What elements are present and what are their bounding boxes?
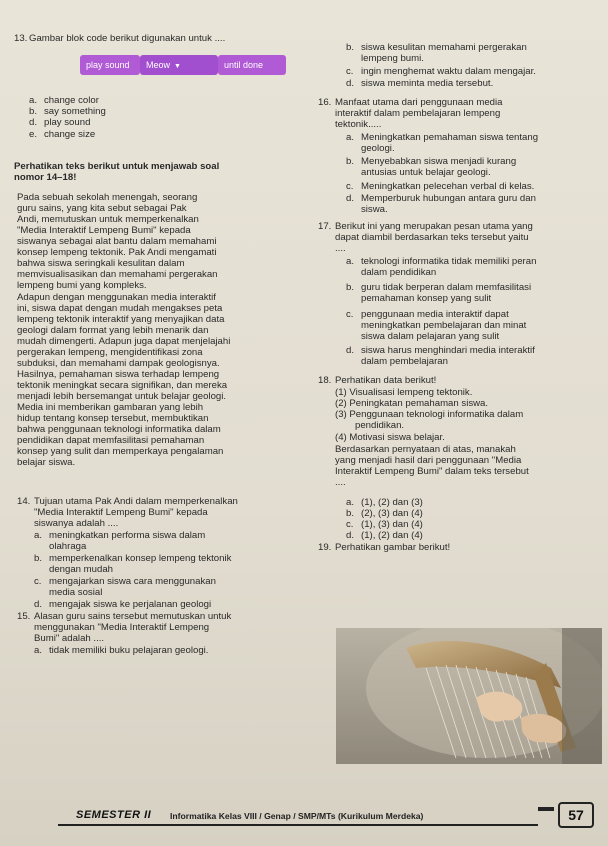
q14-option-d-key: d. bbox=[34, 599, 43, 610]
footer-bar bbox=[538, 807, 554, 811]
q17-option-b: guru tidak berperan dalam memfasilitasi bbox=[361, 282, 532, 293]
passage-line: belajar siswa. bbox=[17, 457, 76, 468]
passage-line: siswanya sebagai alat bantu dalam memahami bbox=[17, 236, 217, 247]
q18-option-a-key: a. bbox=[346, 497, 355, 508]
q17-option-a: teknologi informatika tidak memiliki peran bbox=[361, 256, 537, 267]
q13-option-b-key: b. bbox=[29, 106, 38, 117]
q17-option-d: siswa harus menghindari media interaktif bbox=[361, 345, 535, 356]
q17-option-b-key: b. bbox=[346, 282, 355, 293]
q16-option-b: Menyebabkan siswa menjadi kurang bbox=[361, 156, 517, 167]
q18-item: (1) Visualisasi lempeng tektonik. bbox=[335, 387, 473, 398]
q16-stem: tektonik..... bbox=[335, 119, 382, 130]
q17-stem: Berikut ini yang merupakan pesan utama yang bbox=[335, 221, 533, 232]
dropdown-arrow-icon: ▼ bbox=[174, 63, 181, 70]
q16-option-d-key: d. bbox=[346, 193, 355, 204]
q15-stem: menggunakan "Media Interaktif Lempeng bbox=[34, 622, 210, 633]
q15-stem: Alasan guru sains tersebut memutuskan untuk bbox=[34, 611, 232, 622]
q13-option-b-key: b. bbox=[346, 42, 355, 53]
q14-option-c: media sosial bbox=[49, 587, 103, 598]
q14-option-c: mengajarkan siswa cara menggunakan bbox=[49, 576, 216, 587]
passage-line: ini, siswa dapat dengan mudah mengakses peta bbox=[17, 303, 223, 314]
q14-stem: "Media Interaktif Lempeng Bumi" kepada bbox=[34, 507, 208, 518]
page-footer bbox=[0, 776, 608, 846]
semester-label: SEMESTER II bbox=[76, 809, 152, 821]
passage-line: Andi, memutuskan untuk memperkenalkan bbox=[17, 214, 199, 225]
scratch-code-block bbox=[80, 55, 340, 77]
q18-option-c: (1), (3) dan (4) bbox=[361, 519, 423, 530]
passage-line: Pada sebuah sekolah menengah, seorang bbox=[17, 192, 198, 203]
q17-option-c-key: c. bbox=[346, 309, 354, 320]
q18-option-b-key: b. bbox=[346, 508, 355, 519]
q16-option-a: geologi. bbox=[361, 143, 395, 154]
q16-option-b: antusias untuk belajar geologi. bbox=[361, 167, 491, 178]
passage-line: konsep yang sulit dan memperkaya pengalaman bbox=[17, 446, 224, 457]
q17-option-b: pemahaman konsep yang sulit bbox=[361, 293, 492, 304]
q17-option-d: dalam pembelajaran bbox=[361, 356, 448, 367]
q18-question: Berdasarkan pernyataan di atas, manakah bbox=[335, 444, 516, 455]
q16-stem: Manfaat utama dari penggunaan media bbox=[335, 97, 503, 108]
passage-line: hidup tentang konsep tersebut, membuktikan bbox=[17, 413, 209, 424]
q13-option-d: siswa meminta media tersebut. bbox=[361, 78, 494, 89]
q14-option-d: mengajak siswa ke perjalanan geologi bbox=[49, 599, 212, 610]
passage-line: lempeng bumi yang kompleks. bbox=[17, 280, 147, 291]
q17-option-c: penggunaan media interaktif dapat bbox=[361, 309, 509, 320]
q13-option-d-key: d. bbox=[29, 117, 38, 128]
q13-stem: Gambar blok code berikut digunakan untuk .... bbox=[29, 33, 226, 44]
q13-option-b: say something bbox=[44, 106, 106, 117]
footer-rule bbox=[58, 824, 538, 826]
q13-option-d: play sound bbox=[44, 117, 91, 128]
q16-option-d: siswa. bbox=[361, 204, 388, 215]
q16-option-a: Meningkatkan pemahaman siswa tentang bbox=[361, 132, 539, 143]
passage-line: Adapun dengan menggunakan media interaktif bbox=[17, 292, 216, 303]
q17-stem: dapat diambil berdasarkan teks tersebut yaitu bbox=[335, 232, 529, 243]
q18-item: (4) Motivasi siswa belajar. bbox=[335, 432, 445, 443]
harp-illustration bbox=[336, 628, 602, 764]
q19-number: 19. bbox=[318, 542, 332, 553]
q18-option-b: (2), (3) dan (4) bbox=[361, 508, 423, 519]
passage-line: bahwa penggunaan teknologi informatika dalam bbox=[17, 424, 221, 435]
q18-question: Interaktif Lempeng Bumi" dalam teks tersebut bbox=[335, 466, 529, 477]
q18-option-d: (1), (2) dan (4) bbox=[361, 530, 423, 541]
play-sound-block: play sound bbox=[80, 55, 140, 75]
page-number: 57 bbox=[558, 802, 594, 828]
q17-stem: .... bbox=[335, 243, 346, 254]
q13-option-c: ingin menghemat waktu dalam mengajar. bbox=[361, 66, 536, 77]
q18-item: (3) Penggunaan teknologi informatika dalam bbox=[335, 409, 524, 420]
passage-line: bahwa siswa seringkali kesulitan dalam bbox=[17, 258, 185, 269]
passage-line: geologi dalam format yang lebih menarik dan bbox=[17, 325, 209, 336]
q13-option-c-key: c. bbox=[346, 66, 354, 77]
q17-number: 17. bbox=[318, 221, 332, 232]
q13-number: 13. bbox=[14, 33, 28, 44]
q19-stem: Perhatikan gambar berikut! bbox=[335, 542, 451, 553]
q16-option-c-key: c. bbox=[346, 181, 354, 192]
q18-option-c-key: c. bbox=[346, 519, 354, 530]
instructions-line-1: Perhatikan teks berikut untuk menjawab soal bbox=[14, 161, 220, 172]
q14-stem: siswanya adalah .... bbox=[34, 518, 119, 529]
passage-line: pendidikan dapat memfasilitasi pemahaman bbox=[17, 435, 205, 446]
q14-option-a-key: a. bbox=[34, 530, 43, 541]
q16-option-a-key: a. bbox=[346, 132, 355, 143]
passage-line: Hasilnya, pemahaman siswa terhadap lempeng bbox=[17, 369, 220, 380]
passage-line: menjadi lebih bersemangat untuk belajar geologi. bbox=[17, 391, 227, 402]
q16-option-c: Meningkatkan pelecehan verbal di kelas. bbox=[361, 181, 535, 192]
q14-option-a: meningkatkan performa siswa dalam bbox=[49, 530, 206, 541]
q18-item: (2) Peningkatan pemahaman siswa. bbox=[335, 398, 489, 409]
passage-line: subduksi, dan memahami dampak geologisnya. bbox=[17, 358, 220, 369]
q18-question: .... bbox=[335, 477, 346, 488]
q13-option-e-key: e. bbox=[29, 129, 38, 140]
q14-stem: Tujuan utama Pak Andi dalam memperkenalkan bbox=[34, 496, 238, 507]
q15-stem: Bumi" adalah .... bbox=[34, 633, 105, 644]
q18-stem: Perhatikan data berikut! bbox=[335, 375, 437, 386]
q17-option-a: dalam pendidikan bbox=[361, 267, 437, 278]
q14-option-c-key: c. bbox=[34, 576, 42, 587]
q13-option-a: change color bbox=[44, 95, 99, 106]
q17-option-c: meningkatkan pembelajaran dan minat bbox=[361, 320, 527, 331]
harp-photo bbox=[336, 628, 602, 764]
q18-number: 18. bbox=[318, 375, 332, 386]
q16-option-b-key: b. bbox=[346, 156, 355, 167]
q13-option-e: change size bbox=[44, 129, 96, 140]
q18-option-a: (1), (2) dan (3) bbox=[361, 497, 423, 508]
q14-number: 14. bbox=[17, 496, 31, 507]
passage-line: Media ini memberikan gambaran yang lebih bbox=[17, 402, 204, 413]
sound-name: Meow bbox=[146, 60, 171, 70]
q15-option-a-key: a. bbox=[34, 645, 43, 656]
q16-stem: interaktif dalam pembelajaran lempeng bbox=[335, 108, 501, 119]
q16-option-d: Memperburuk hubungan antara guru dan bbox=[361, 193, 536, 204]
passage-line: mudah dimengerti. Adapun juga dapat menjelajahi bbox=[17, 336, 231, 347]
passage-line: lempeng tektonik interaktif yang menyajikan data bbox=[17, 314, 225, 325]
q18-question: yang menjadi hasil dari penggunaan "Media bbox=[335, 455, 522, 466]
passage-line: konsep lempeng tektonik. Pak Andi mengamati bbox=[17, 247, 217, 258]
until-done-block: until done bbox=[218, 55, 286, 75]
q13-option-a-key: a. bbox=[29, 95, 38, 106]
q18-item: pendidikan. bbox=[355, 420, 405, 431]
q13-option-b: lempeng bumi. bbox=[361, 53, 424, 64]
passage-line: guru sains, yang kita sebut sebagai Pak bbox=[17, 203, 187, 214]
passage-line: memvisualisasikan dan memahami pergerakan bbox=[17, 269, 218, 280]
book-title: Informatika Kelas VIII / Genap / SMP/MTs (Kurikulum Merdeka) bbox=[170, 811, 424, 821]
sound-dropdown-block bbox=[140, 55, 218, 75]
q14-option-b: memperkenalkan konsep lempeng tektonik bbox=[49, 553, 232, 564]
passage-line: tektonik meningkat secara signifikan, dan mereka bbox=[17, 380, 228, 391]
passage-line: "Media Interaktif Lempeng Bumi" kepada bbox=[17, 225, 191, 236]
q13-option-d-key: d. bbox=[346, 78, 355, 89]
q17-option-d-key: d. bbox=[346, 345, 355, 356]
q14-option-b-key: b. bbox=[34, 553, 43, 564]
q13-option-b: siswa kesulitan memahami pergerakan bbox=[361, 42, 527, 53]
instructions-line-2: nomor 14–18! bbox=[14, 172, 77, 183]
q18-option-d-key: d. bbox=[346, 530, 355, 541]
q15-option-a: tidak memiliki buku pelajaran geologi. bbox=[49, 645, 209, 656]
passage-line: pergerakan lempeng, mengidentifikasi zona bbox=[17, 347, 203, 358]
q17-option-a-key: a. bbox=[346, 256, 355, 267]
q14-option-b: dengan mudah bbox=[49, 564, 114, 575]
q16-number: 16. bbox=[318, 97, 332, 108]
q15-number: 15. bbox=[17, 611, 31, 622]
q17-option-c: siswa dalam pelajaran yang sulit bbox=[361, 331, 500, 342]
q14-option-a: olahraga bbox=[49, 541, 87, 552]
